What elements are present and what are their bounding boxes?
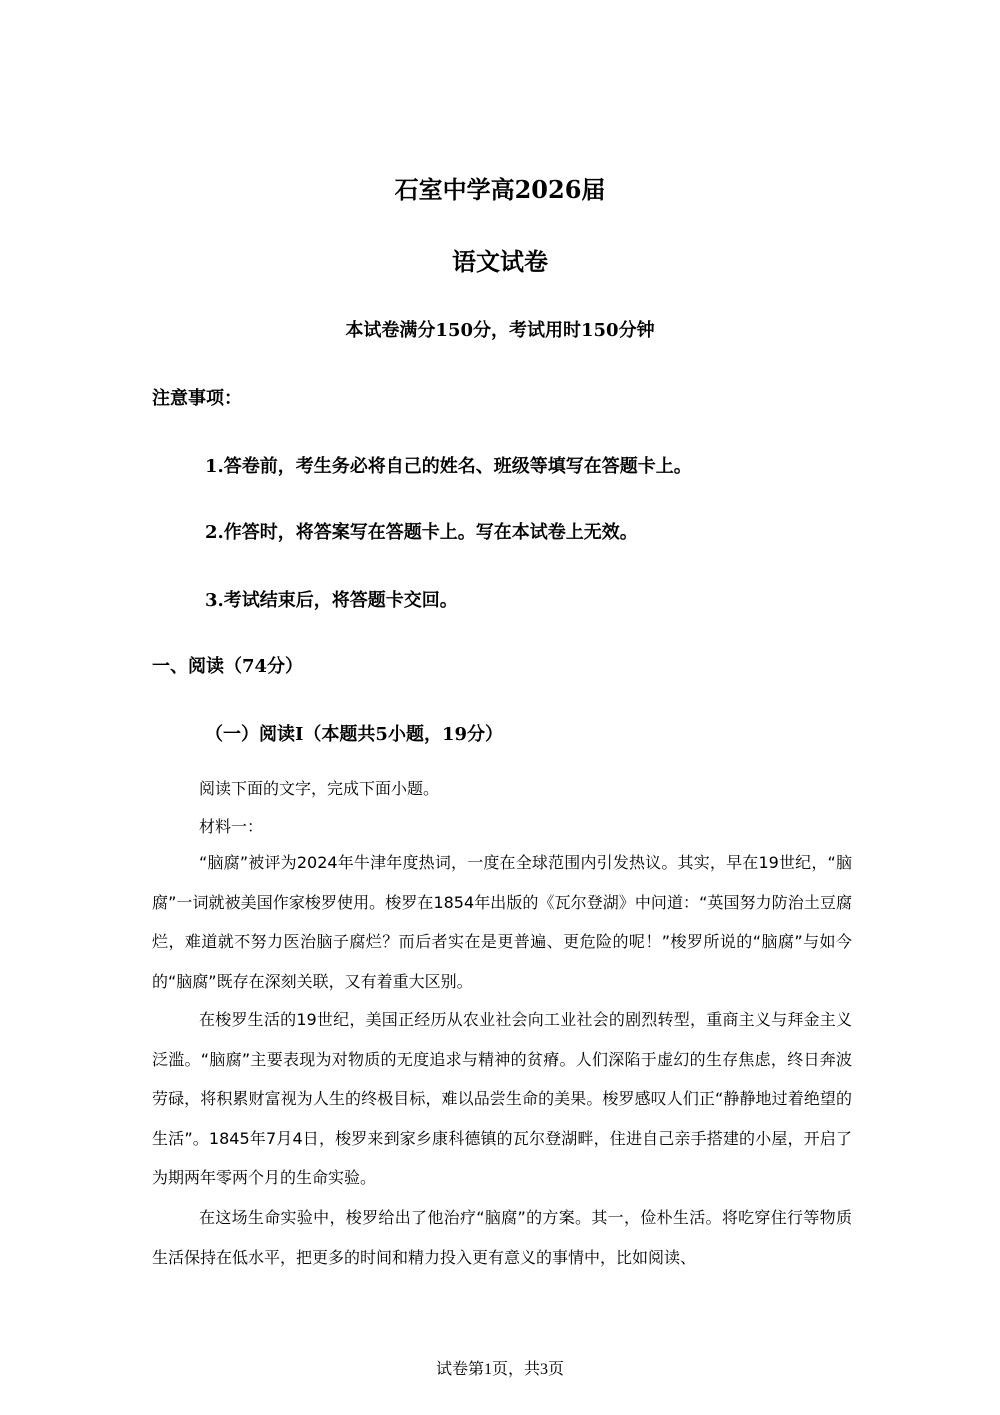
notes-heading: 注意事项：: [152, 388, 242, 409]
note-item: 1.答卷前，考生务必将自己的姓名、班级等填写在答题卡上。: [205, 456, 692, 477]
material-label: 材料一：: [199, 817, 264, 836]
note-item: 3.考试结束后，将答题卡交回。: [205, 590, 458, 611]
subsection-heading: （一）阅读I（本题共5小题，19分）: [205, 724, 503, 745]
note-item: 2.作答时，将答案写在答题卡上。写在本试卷上无效。: [205, 522, 638, 543]
passage-paragraph: 在梭罗生活的19世纪，美国正经历从农业社会向工业社会的剧烈转型，重商主义与拜金主义泛滥。“脑腐”主要表现为对物质的无度追求与精神的贫瘠。人们深陷于虚幻的生存焦虑，终日奔波劳碌，将积累财富视为人生的终极目标，难以品尝生命的美果。梭罗感叹人们正“静静地过着绝望的生活”。1845年7月4日，梭罗来到家乡康科德镇的瓦尔登湖畔，住进自己亲手搭建的小屋，开启了为期两年零两个月的生命实验。: [152, 1010, 852, 1187]
section-heading: 一、阅读（74分）: [152, 656, 304, 677]
passage-paragraph: 在这场生命实验中，梭罗给出了他治疗“脑腐”的方案。其一，俭朴生活。将吃穿住行等物质生活保持在低水平，把更多的时间和精力投入更有意义的事情中，比如阅读、: [152, 1208, 852, 1267]
school-title: 石室中学高2026届: [394, 175, 606, 204]
subject-title: 语文试卷: [452, 247, 548, 276]
page-footer: 试卷第1页，共3页: [435, 1361, 564, 1378]
exam-info: 本试卷满分150分，考试用时150分钟: [345, 320, 655, 341]
passage-paragraph: “脑腐”被评为2024年牛津年度热词，一度在全球范围内引发热议。其实，早在19世纪，“脑腐”一词就被美国作家梭罗使用。梭罗在1854年出版的《瓦尔登湖》中问道：“英国努力防治土豆腐烂，难道就不努力医治脑子腐烂？而后者实在是更普遍、更危险的呢！”梭罗所说的“脑腐”与如今的“脑腐”既存在深刻关联，又有着重大区别。: [152, 853, 852, 991]
reading-instruction: 阅读下面的文字，完成下面小题。: [199, 779, 440, 798]
